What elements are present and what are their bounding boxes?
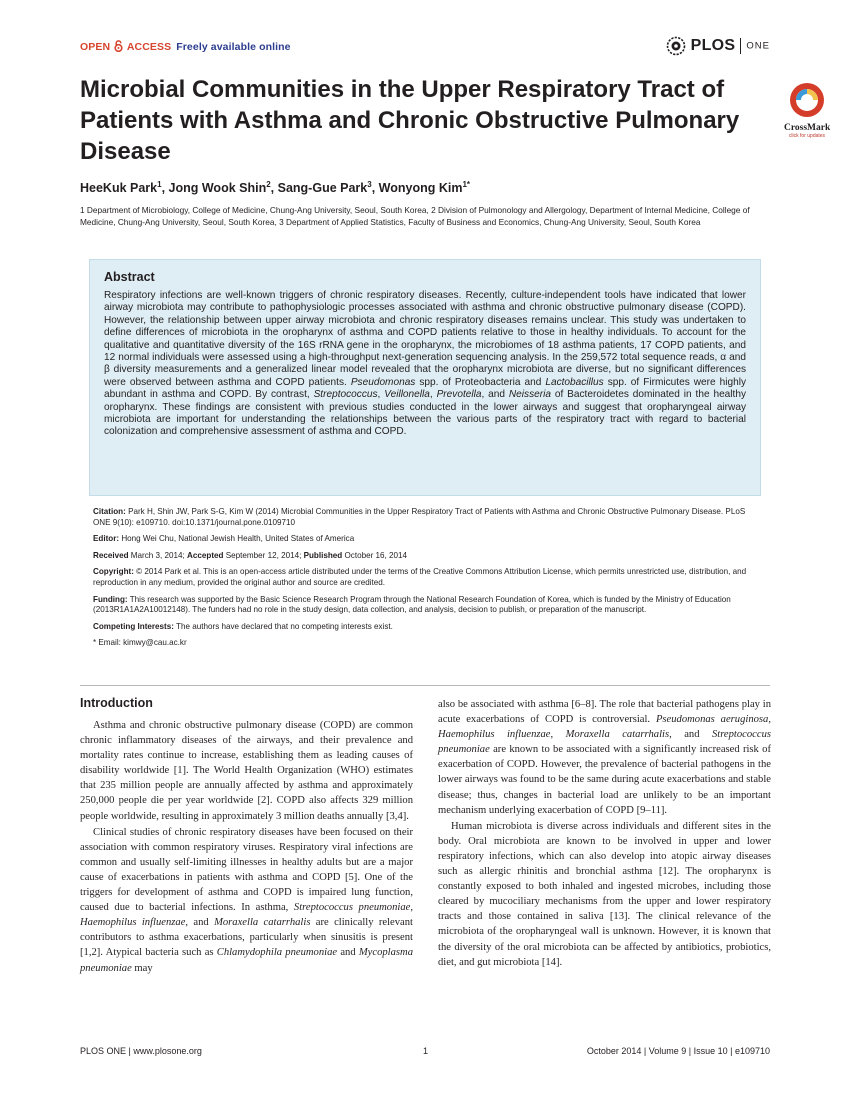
body-text-segment: are clinically relevant contributors to asthma exacerbations, particularly when sinusitis is present [1,2]. Atypical bacteria such as [80, 917, 413, 959]
citation-text: Park H, Shin JW, Park S-G, Kim W (2014) Microbial Communities in the Upper Respiratory Tract of Patients with Asthma and Chronic Obstructive Pulmonary Disease. PLoS ONE 9(10): e109710. doi:10.1371/journal.pone.0109710 [93, 507, 746, 527]
taxon-name: Pseudomonas aeruginosa [655, 714, 769, 726]
access-label: ACCESS [126, 41, 172, 53]
body-text-segment: , [550, 729, 566, 741]
funding [93, 595, 755, 616]
editor-label: Editor: [93, 534, 120, 544]
author-affiliation-mark: 1 [157, 180, 162, 189]
footer-issue: October 2014 | Volume 9 | Issue 10 | e109710 [586, 1046, 770, 1056]
crossmark-badge[interactable] [784, 80, 831, 139]
body-paragraph [80, 825, 413, 976]
abstract-text-segment: spp. of Firmicutes were highly abundant in asthma and COPD. By contrast, [104, 376, 746, 401]
copyright [93, 567, 755, 588]
corresponding-email[interactable]: * Email: kimwy@cau.ac.kr [93, 638, 187, 648]
citation [93, 507, 755, 528]
crossmark-sublabel: click for updates [788, 133, 826, 139]
article-title: Microbial Communities in the Upper Respiratory Tract of Patients with Asthma and Chronic Obstructive Pulmonary Disease [80, 76, 740, 165]
author-name[interactable]: Wonyong Kim [378, 181, 463, 196]
crossmark-icon [787, 80, 827, 120]
introduction-heading: Introduction [80, 696, 153, 710]
body-text-segment: , [768, 714, 771, 726]
competing-interests [93, 622, 755, 633]
taxon-name: Streptococcus [313, 389, 378, 401]
abstract-text-segment: , [429, 389, 437, 401]
body-text-segment: Clinical studies of chronic respiratory diseases have been focused on their association with common respiratory viruses. Respiratory viral infections are common and usually self-limiting illnesses in healthy adults but are a major cause of exacerbations in patients with asthma and COPD [5]. One of the triggers for development of asthma and COPD is impaired lung function, caused due to bacterial infections. In asthma, [80, 826, 413, 914]
article-metadata [93, 507, 755, 655]
body-column-left [80, 695, 413, 976]
author-name[interactable]: HeeKuk Park [80, 181, 158, 196]
published-date: October 16, 2014 [342, 550, 408, 560]
open-access-badge [80, 40, 291, 53]
body-text-segment: , and [185, 917, 215, 929]
taxon-name: Moraxella catarrhalis [565, 729, 670, 741]
received-date: March 3, 2014; [128, 550, 188, 560]
affiliations: 1 Department of Microbiology, College of Medicine, Chung-Ang University, Seoul, South Korea, 2 Division of Pulmonology and Allergology, Department of Internal Medicine, College of Medicine, Chung-Ang University, Seoul, South Korea, 3 Department of Applied Statistics, Faculty of Business and Economics, Chung-Ang University, Seoul, South Korea [80, 205, 750, 228]
taxon-name: Prevotella [436, 389, 482, 401]
crossmark-label: CrossMark [784, 123, 831, 133]
editor-text: Hong Wei Chu, National Jewish Health, United States of America [119, 534, 355, 544]
body-text-segment: also be associated with asthma [6–8]. The role that bacterial pathogens play in acute exacerbations of COPD is controversial. [438, 699, 771, 726]
copyright-label: Copyright: [93, 567, 134, 577]
competing-label: Competing Interests: [93, 621, 174, 631]
received-label: Received [93, 550, 129, 560]
published-label: Published [303, 550, 343, 560]
abstract-text-segment: , and [481, 389, 509, 401]
taxon-name: Streptococcus pneumoniae [293, 902, 411, 914]
body-paragraph: Human microbiota is diverse across individuals and different sites in the body. Oral microbiota are known to be involved in upper and lower respiratory infections, which can also develop into atopic airway diseases such as allergic rhinitis and bronchial asthma [12]. The oropharynx is constantly exposed to both inhaled and ingested microbes, including those cleared by mucociliary mechanisms from the upper and lower respiratory tracts and those contained in saliva [13]. The clinical relevance of the microbiota of the oropharyngeal wall is unknown. However, it is known that the diversity of the oral microbiota can be affected by antibiotics, probiotics, diet, and gut microbiota [14]. [438, 820, 771, 968]
abstract-text-segment: of Bacteroidetes dominated in the healthy oropharynx. These findings are consistent with previous studies conducted in the lower airways and suggest that oropharyngeal airway microbiota are important for understanding the relationships between the various parts of the respiratory tract with regard to bacterial colonization and comprehensive assessment of asthma and COPD. [104, 389, 747, 438]
journal-header [80, 36, 770, 56]
abstract-text-segment: Respiratory infections are well-known triggers of chronic respiratory diseases. Recently, culture-independent tools have indicated that lower airway microbiota may contribute to pathophysiologic processes associated with asthma and chronic obstructive pulmonary disease (COPD). However, the relationship between upper airway microbiota and chronic respiratory diseases remains unclear. This study was undertaken to define differences of microbiota in the oropharynx of asthma and COPD patients relative to those in healthy individuals. To account for the qualitative and quantitative diversity of the 16S rRNA gene in the oropharynx, the microbiomes of 18 asthma patients, 17 COPD patients, and 12 normal individuals were assessed using a high-throughput next-generation sequencing analysis. In the 259,572 total sequence reads, α and β diversity measurements and a generalized linear model revealed that the oropharynx microbiota are diverse, but no significant differences were observed between asthma and COPD patients. [104, 290, 746, 388]
accepted-date: September 12, 2014; [223, 550, 304, 560]
body-paragraph [438, 697, 771, 818]
abstract-text-segment: , [377, 389, 385, 401]
abstract-heading: Abstract [104, 270, 155, 284]
editor [93, 534, 755, 545]
author-name[interactable]: Sang-Gue Park [277, 181, 368, 196]
plos-one-logo[interactable] [666, 36, 770, 56]
author-affiliation-mark: 2 [266, 180, 271, 189]
section-divider [80, 685, 770, 686]
body-text-segment: and [337, 947, 359, 959]
page-number: 1 [423, 1046, 429, 1056]
body-text-segment: , [410, 902, 413, 914]
freely-available-label: Freely available online [176, 41, 291, 53]
abstract-text-segment: spp. of Proteobacteria and [415, 376, 546, 388]
body-paragraph: Asthma and chronic obstructive pulmonary disease (COPD) are common chronic inflammatory diseases of the airways, and their prevalence and mortality rates continue to increase, establishing them as leading causes of disability worldwide [1]. The World Health Organization (WHO) estimates that 235 million people are annually affected by asthma and approximately 250,000 people die per year worldwide [2]. COPD also affects 329 million people worldwide, resulting in approximately 3 million deaths annually [3,4]. [80, 720, 413, 822]
copyright-text: © 2014 Park et al. This is an open-access article distributed under the terms of the Creative Commons Attribution License, which permits unrestricted use, distribution, and reproduction in any medium, provided the original author and source are credited. [93, 567, 747, 587]
taxon-name: Neisseria [508, 389, 551, 401]
body-column-right [438, 697, 771, 970]
one-wordmark: ONE [746, 40, 770, 52]
abstract-box [89, 259, 761, 496]
author-affiliation-mark: 3 [367, 180, 372, 189]
plos-wordmark: PLOS [690, 37, 736, 54]
taxon-name: Veillonella [384, 389, 430, 401]
open-access-lock-icon [114, 40, 123, 52]
author-affiliation-mark: 1* [462, 180, 471, 189]
dates [93, 551, 755, 562]
competing-text: The authors have declared that no competing interests exist. [173, 621, 393, 631]
author-name[interactable]: Jong Wook Shin [168, 181, 267, 196]
body-text-segment: may [131, 962, 153, 974]
body-text-segment: , and [669, 729, 712, 741]
logo-divider [740, 38, 741, 54]
body-text-segment: are known to be associated with a significantly increased risk of exacerbation of COPD. However, the prevalence of bacterial pathogens in the lower airways was found to be the same during acute exacerbations and stable disease; thus, changes in bacterial load are unlikely to be an important mechanism underlying exacerbation of COPD [9–11]. [438, 744, 771, 816]
taxon-name: Lactobacillus [545, 376, 604, 388]
accepted-label: Accepted [187, 550, 224, 560]
funding-label: Funding: [93, 594, 128, 604]
funding-text: This research was supported by the Basic Science Research Program through the National Research Foundation of Korea, which is funded by the Ministry of Education (2013R1A1A2A10012148). The funders had no role in the study design, data collection, and analysis, decision to publish, or preparation of the manuscript. [93, 594, 731, 615]
taxon-name: Mycoplasma pneumoniae [80, 947, 413, 974]
taxon-name: Haemophilus influenzae [80, 917, 186, 929]
taxon-name: Haemophilus influenzae [438, 729, 551, 741]
footer-journal[interactable]: PLOS ONE | www.plosone.org [80, 1046, 202, 1056]
author-list: HeeKuk Park$^1$, Jong Wook Shin$^2$, Sang-Gue Park$^3$, Wonyong Kim$^{1*}$ [80, 180, 471, 196]
taxon-name: Chlamydophila pneumoniae [216, 947, 338, 959]
abstract-text [104, 290, 746, 439]
taxon-name: Moraxella catarrhalis [214, 917, 311, 929]
plos-logo-icon [666, 36, 686, 56]
citation-label: Citation: [93, 507, 126, 516]
taxon-name: Streptococcus pneumoniae [438, 729, 771, 756]
open-label: OPEN [80, 41, 111, 53]
taxon-name: Pseudomonas [350, 376, 416, 388]
